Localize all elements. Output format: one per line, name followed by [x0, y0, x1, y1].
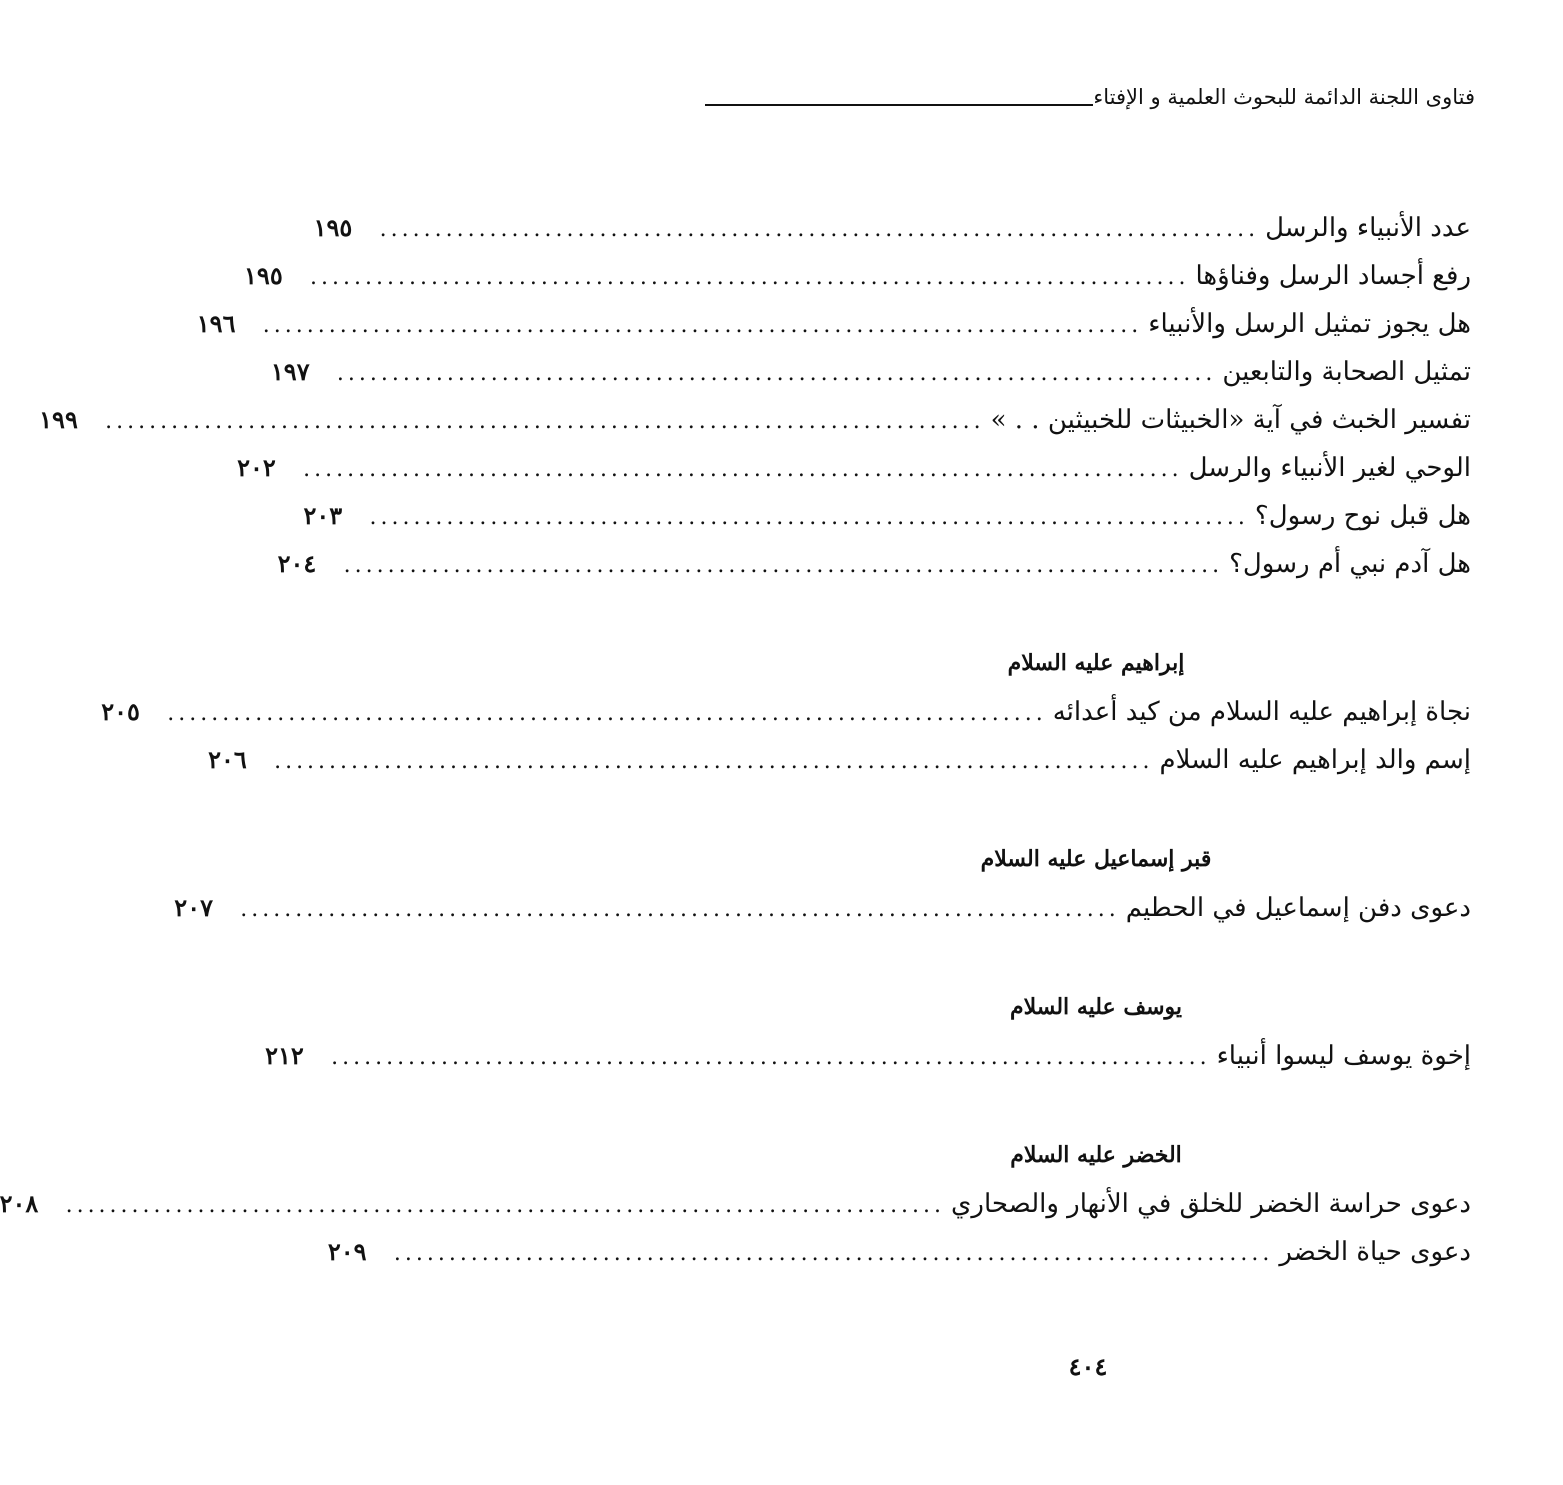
toc-entry: [0, 1180, 1471, 1228]
toc-entry: [303, 492, 1471, 540]
toc-entry: [237, 444, 1471, 492]
dot-leader: ................................................................................: [331, 1045, 1211, 1070]
toc-entry: [265, 1032, 1471, 1080]
toc-entry-title: عدد الأنبياء والرسل: [1265, 213, 1471, 243]
toc-entry: [313, 204, 1471, 252]
dot-leader: ................................................................................: [310, 265, 1190, 290]
running-header-title: فتاوى اللجنة الدائمة للبحوث العلمية و الإفتاء: [1093, 85, 1475, 109]
toc-entry-page: ٢٠٥: [101, 697, 140, 726]
section-heading-khidr: الخضر عليه السلام: [1010, 1142, 1182, 1168]
toc-entry-title: رفع أجساد الرسل وفناؤها: [1195, 261, 1471, 291]
header-rule: [705, 104, 1093, 106]
toc-entry-page: ٢٠٤: [277, 549, 317, 578]
toc-entry-page: ٢٠٦: [208, 745, 247, 774]
toc-entry: [196, 300, 1471, 348]
toc-entry: [277, 540, 1471, 588]
toc-entry-title: تمثيل الصحابة والتابعين: [1222, 357, 1471, 387]
dot-leader: ................................................................................: [262, 313, 1143, 338]
toc-entry: [270, 348, 1471, 396]
toc-entry: [327, 1228, 1471, 1276]
dot-leader: ................................................................................: [379, 217, 1260, 242]
toc-entry-page: ٢٠٢: [237, 453, 276, 482]
toc-entry-title: دعوى حياة الخضر: [1279, 1237, 1471, 1267]
toc-entry-title: دعوى دفن إسماعيل في الحطيم: [1125, 893, 1471, 923]
table-of-contents: [0, 204, 1471, 1276]
toc-entry-page: ٢٠٣: [303, 501, 343, 530]
dot-leader: ................................................................................: [65, 1193, 946, 1218]
toc-entry-title: هل آدم نبي أم رسول؟: [1229, 549, 1471, 579]
toc-entry: [101, 688, 1471, 736]
toc-entry-page: ٢٠٩: [327, 1237, 367, 1266]
toc-entry: [39, 396, 1471, 444]
toc-entry-page: ١٩٥: [244, 261, 283, 290]
toc-entry: [208, 736, 1471, 784]
dot-leader: ................................................................................: [369, 505, 1249, 530]
toc-entry-page: ٢٠٧: [174, 893, 213, 922]
toc-entry: [244, 252, 1471, 300]
toc-entry-page: ٢٠٨: [0, 1189, 39, 1218]
toc-entry-title: تفسير الخبث في آية «الخبيثات للخبيثين . . »: [990, 405, 1471, 435]
toc-entry: [174, 884, 1471, 932]
section-heading-ibrahim: إبراهيم عليه السلام: [1007, 650, 1185, 676]
toc-entry-page: ٢١٢: [265, 1041, 304, 1070]
toc-entry-title: إخوة يوسف ليسوا أنبياء: [1216, 1041, 1471, 1071]
toc-entry-title: إسم والد إبراهيم عليه السلام: [1159, 745, 1471, 775]
dot-leader: ................................................................................: [105, 409, 985, 434]
page-number: ٤٠٤: [1068, 1352, 1108, 1381]
toc-entry-title: دعوى حراسة الخضر للخلق في الأنهار والصحاري: [951, 1189, 1471, 1219]
dot-leader: ................................................................................: [393, 1241, 1274, 1266]
dot-leader: ................................................................................: [343, 553, 1224, 578]
toc-entry-page: ١٩٥: [313, 213, 353, 242]
toc-entry-page: ١٩٦: [196, 309, 236, 338]
running-header: [705, 84, 1475, 110]
section-heading-yusuf: يوسف عليه السلام: [1009, 994, 1183, 1020]
toc-entry-title: هل قبل نوح رسول؟: [1254, 501, 1471, 531]
dot-leader: ................................................................................: [240, 897, 1120, 922]
toc-entry-title: هل يجوز تمثيل الرسل والأنبياء: [1148, 309, 1471, 339]
dot-leader: ................................................................................: [336, 361, 1217, 386]
toc-entry-page: ١٩٩: [39, 405, 78, 434]
dot-leader: ................................................................................: [274, 749, 1154, 774]
dot-leader: ................................................................................: [303, 457, 1183, 482]
toc-entry-title: نجاة إبراهيم عليه السلام من كيد أعدائه: [1052, 697, 1471, 727]
dot-leader: ................................................................................: [167, 701, 1047, 726]
toc-entry-page: ١٩٧: [270, 357, 310, 386]
toc-entry-title: الوحي لغير الأنبياء والرسل: [1188, 453, 1471, 483]
section-heading-ismail: قبر إسماعيل عليه السلام: [980, 846, 1212, 872]
